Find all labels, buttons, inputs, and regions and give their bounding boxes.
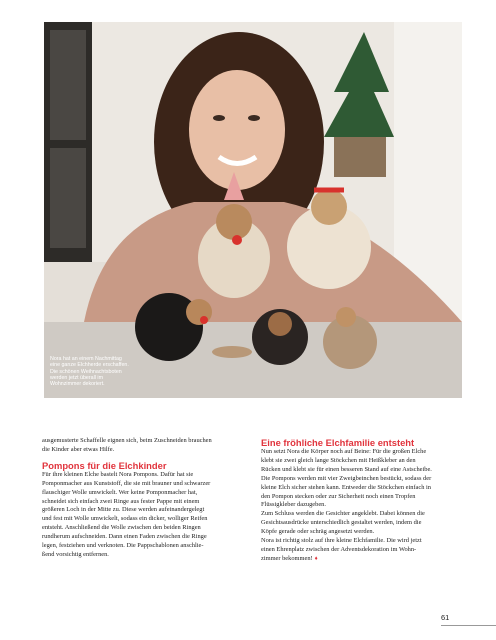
caption-line: werden jetzt überall im xyxy=(50,374,103,381)
text-line: größeren Loch in der Mitte zu. Diese werden aufeinandergelegt xyxy=(42,506,205,514)
page-number-rule xyxy=(441,625,496,626)
caption-line: eine ganze Elchherde erschaffen. xyxy=(50,362,129,369)
main-photo xyxy=(44,22,462,398)
text-line: legen, festziehen und verknoten. Die Pappschablonen anschlie- xyxy=(42,542,204,550)
text-line: Köpfe gerade oder schräg angesetzt werden. xyxy=(261,528,375,536)
text-line: Flüssigkleber dazugeben. xyxy=(261,501,326,509)
caption-line: Wohnzimmer dekoriert. xyxy=(50,381,105,388)
text-line: Zum Schluss werden die Gesichter angeklebt. Dabei können die xyxy=(261,510,425,518)
text-line: schneidet sich einfach zwei Ringe aus fester Pappe mit einem xyxy=(42,497,200,505)
text-line: Für ihre kleinen Elche bastelt Nora Pompons. Dafür hat sie xyxy=(42,470,194,478)
section-heading-pompons: Pompons für die Elchkinder xyxy=(42,459,167,471)
text-line: den Pompon stecken oder zur Sicherheit noch einen Tropfen xyxy=(261,492,416,500)
text-line: rundherum aufschneiden. Dann einen Faden zwischen die Ringe xyxy=(42,533,207,541)
text-line: die Kinder aber etwas Hilfe. xyxy=(42,445,115,453)
photo-caption xyxy=(50,356,142,387)
text-line: Die Pompons werden mit vier Zweigbeinchen bestückt, sodass der xyxy=(261,474,432,482)
text-line: ausgemusterte Schaffelle eignen sich, beim Zuschneiden brauchen xyxy=(42,437,212,444)
text-line: Rücken und klebt sie für einen besseren Stand auf eine Astscheibe. xyxy=(261,465,432,473)
photo-illustration xyxy=(44,22,462,398)
section-heading-elchfamilie: Eine fröhliche Elchfamilie entsteht xyxy=(261,437,415,448)
text-line: flauschiger Wolle umwickelt. Wer keine Pomponmacher hat, xyxy=(42,488,198,496)
text-line: kleine Elch sicher stehen kann. Entweder die Stöckchen einfach in xyxy=(261,483,431,491)
text-line: zimmer bekommen! xyxy=(261,554,313,562)
right-column xyxy=(261,437,466,564)
caption-line: Nora hat an einem Nachmittag xyxy=(50,356,122,362)
text-line: Pomponmacher aus Kunststoff, die sie mit brauner und schwarzer xyxy=(42,479,211,487)
text-line: Nora ist richtig stolz auf ihre kleine Elchfamilie. Die wird jetzt xyxy=(261,537,422,545)
text-line: entsteht. Anschließend die Wolle zwischen den beiden Ringen xyxy=(42,524,201,532)
text-line-last xyxy=(261,555,466,564)
text-line: und fest mit Wolle umwickelt, sodass ein dicker, wolliger Reifen xyxy=(42,515,208,523)
text-line: ßend vorsichtig entfernen. xyxy=(42,550,109,558)
text-line: Nun setzt Nora die Körper noch auf Beine: Für die großen Elche xyxy=(261,448,427,455)
text-line: einen Ehrenplatz zwischen der Adventsdekoration im Wohn- xyxy=(261,545,417,553)
text-line: Gesichtsausdrücke unterschiedlich gestaltet werden, indem die xyxy=(261,519,422,527)
caption-line: Die schönen Weihnachtsboten xyxy=(50,368,122,375)
text-line: klebt sie zwei gleich lange Stöckchen mit Heißkleber an den xyxy=(261,456,416,464)
left-column xyxy=(42,437,247,560)
end-mark-icon: ♦ xyxy=(314,555,318,562)
page-number: 61 xyxy=(441,613,450,622)
